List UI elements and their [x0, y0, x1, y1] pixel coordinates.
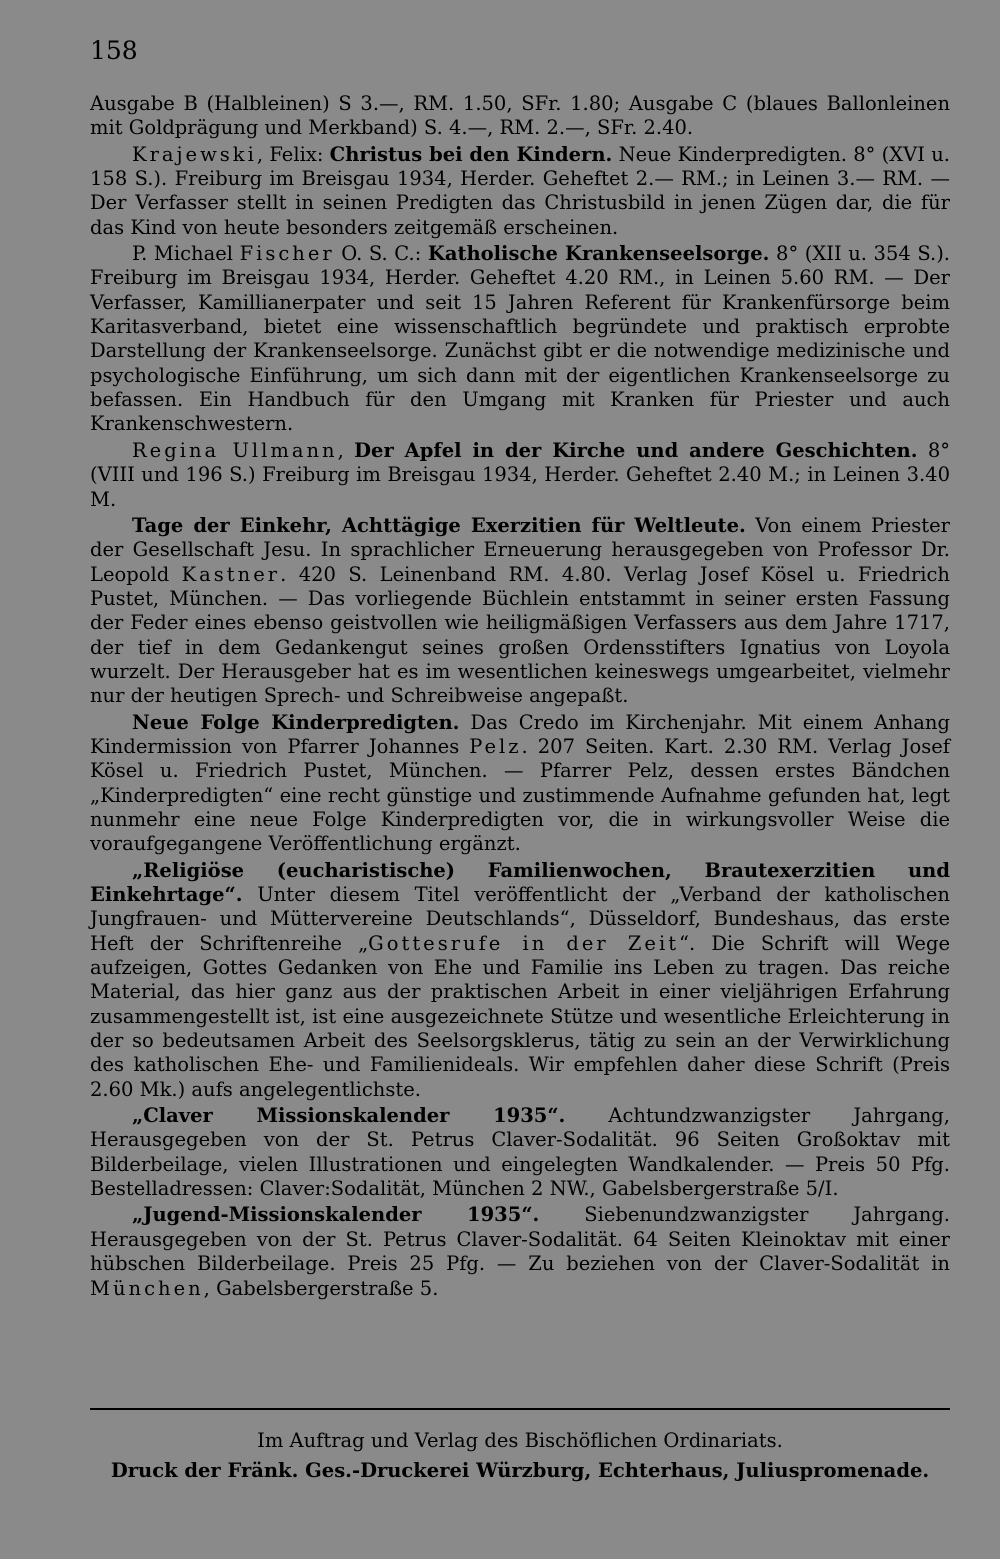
review-paragraph: [90, 1203, 950, 1300]
spaced-name: Gottesrufe in der Zeit: [368, 931, 680, 955]
spaced-name: Pelz: [469, 734, 522, 758]
paragraph-text: O. S. C.:: [334, 242, 428, 266]
book-title: Christus bei den Kindern.: [329, 142, 613, 166]
imprint: [90, 1426, 950, 1486]
paragraph-text: 8° (XII u. 354 S.). Freiburg im Breisgau 1934, Herder. Geheftet 4.20 RM., in Leinen 5.60 RM. — Der Verfasser, Kamillianerpater und seit 15 Jahren Referent für Krankenfürsorge beim Karitasverband, bietet eine wissenschaftlich begründete und praktisch erprobte Darstellung der Krankenseelsorge. Zunächst gibt er die notwendige medizinische und psychologische Einführung, um sich dann mit der eigentlichen Krankenseelsorge zu befassen. Ein Handbuch für den Umgang mit Kranken für Priester und auch Krankenschwestern.: [90, 242, 950, 436]
paragraph-text: ,: [337, 438, 355, 462]
paragraph-text: 8° (VIII und 196 S.) Freiburg im Breisgau 1934, Herder. Geheftet 2.40 M.; in Leinen 3.40 M.: [90, 438, 950, 511]
book-title: „Jugend-Missionskalender 1935“.: [132, 1203, 540, 1227]
review-paragraph: [90, 242, 950, 437]
spaced-name: Fischer: [239, 242, 335, 266]
paragraph-text: Neue Kinderpredigten. 8° (XVI u. 158 S.). Freiburg im Breisgau 1934, Herder. Geheftet 2.— RM.; in Leinen 3.— RM. — Der Verfasser stellt in seinen Predigten das Christusbild in jenen Zügen dar, die für das Kind von heute besonders zeitgemäß erscheinen.: [90, 142, 950, 239]
review-paragraph: [90, 711, 950, 857]
spaced-name: Kastner: [181, 562, 281, 586]
spaced-name: Krajewski: [132, 142, 257, 166]
spaced-name: München: [90, 1276, 204, 1300]
paragraph-text: Unter diesem Titel veröffentlicht der „Verband der katholischen Jungfrauen- und Müttervereine Deutschlands“, Düsseldorf, Bundeshaus, das erste Heft der Schriftenreihe „: [90, 883, 950, 955]
book-title: Katholische Krankenseelsorge.: [427, 242, 770, 266]
review-paragraph: [90, 514, 950, 709]
review-paragraph: [90, 92, 950, 141]
review-paragraph: [90, 143, 950, 240]
footer-rule: [90, 1408, 950, 1410]
imprint-printer-line: Druck der Fränk. Ges.-Druckerei Würzburg, Echterhaus, Juliuspromenade.: [110, 1459, 930, 1482]
book-title: „Claver Missionskalender 1935“.: [132, 1104, 566, 1128]
review-list: [90, 92, 950, 1303]
page-number: 158: [90, 36, 138, 65]
paragraph-text: . 207 Seiten. Kart. 2.30 RM. Verlag Josef Kösel u. Friedrich Pustet, München. — Pfarrer Pelz, dessen erstes Bändchen „Kinderpredigten“ eine recht günstige und zustimmende Aufnahme gefunden hat, legt nunmehr eine neue Folge Kinderpredigten vor, die in wirkungsvoller Weise die voraufgegangene Veröffentlichung ergänzt.: [90, 734, 950, 856]
review-paragraph: [90, 1104, 950, 1201]
paragraph-text: Von einem Priester der Gesellschaft Jesu. In sprachlicher Erneuerung herausgegeben von Professor Dr. Leopold: [90, 513, 950, 586]
paragraph-text: Das Credo im Kirchenjahr. Mit einem Anhang Kindermission von Pfarrer Johannes: [90, 710, 950, 758]
paragraph-text: , Felix:: [256, 142, 330, 166]
review-paragraph: [90, 859, 950, 1102]
paragraph-text: , Gabelsbergerstraße 5.: [203, 1276, 439, 1300]
paragraph-text: Ausgabe B (Halbleinen) S 3.—, RM. 1.50, SFr. 1.80; Ausgabe C (blaues Ballonleinen mit Goldprägung und Merkband) S. 4.—, RM. 2.—, SFr. 2.40.: [90, 92, 950, 140]
paragraph-text: Siebenundzwanzigster Jahrgang. Herausgegeben von der St. Petrus Claver-Sodalität. 64 Seiten Kleinoktav mit einer hübschen Bilderbeilage. Preis 25 Pfg. — Zu beziehen von der Claver-Sodalität in: [90, 1203, 950, 1276]
review-paragraph: [90, 439, 950, 512]
paragraph-text: “. Die Schrift will Wege aufzeigen, Gottes Gedanken von Ehe und Familie ins Leben zu tragen. Das reiche Material, das hier ganz aus der praktischen Arbeit in einer vieljährigen Erfahrung zusammengestellt ist, ist eine ausgezeichnete Stütze und wesentliche Erleichterung in der so bedeutsamen Arbeit des Seelsorgsklerus, tätig zu sein an der Verwirklichung des katholischen Ehe- und Familienideals. Wir empfehlen daher diese Schrift (Preis 2.60 Mk.) aufs angelegentlichste.: [90, 931, 950, 1101]
book-title: Neue Folge Kinderpredigten.: [132, 710, 460, 734]
imprint-publisher-line: Im Auftrag und Verlag des Bischöflichen Ordinariats.: [257, 1429, 783, 1452]
paragraph-text: P. Michael: [132, 242, 240, 266]
spaced-name: Regina Ullmann: [132, 438, 338, 462]
book-title: Der Apfel in der Kirche und andere Geschichten.: [354, 438, 918, 462]
paragraph-text: . 420 S. Leinenband RM. 4.80. Verlag Josef Kösel u. Friedrich Pustet, München. — Das vorliegende Büchlein entstammt in seiner ersten Fassung der Feder eines ebenso geistvollen wie heiligmäßigen Verfassers aus dem Jahre 1717, der tief in dem Gedankengut seines großen Ordensstifters Ignatius von Loyola wurzelt. Der Herausgeber hat es im wesentlichen keineswegs umgearbeitet, vielmehr nur der heutigen Sprech- und Schreibweise angepaßt.: [90, 562, 950, 708]
paragraph-text: Achtundzwanzigster Jahrgang, Herausgegeben von der St. Petrus Claver-Sodalität. 96 Seiten Großoktav mit Bilderbeilage, vielen Illustrationen und eingelegten Wandkalender. — Preis 50 Pfg. Bestelladressen: Claver:Sodalität, München 2 NW., Gabelsbergerstraße 5/I.: [90, 1104, 950, 1201]
book-title: „Religiöse (eucharistische) Familienwochen, Brautexerzitien und Einkehrtage“.: [90, 858, 950, 906]
book-title: Tage der Einkehr, Achttägige Exerzitien für Weltleute.: [132, 513, 746, 537]
